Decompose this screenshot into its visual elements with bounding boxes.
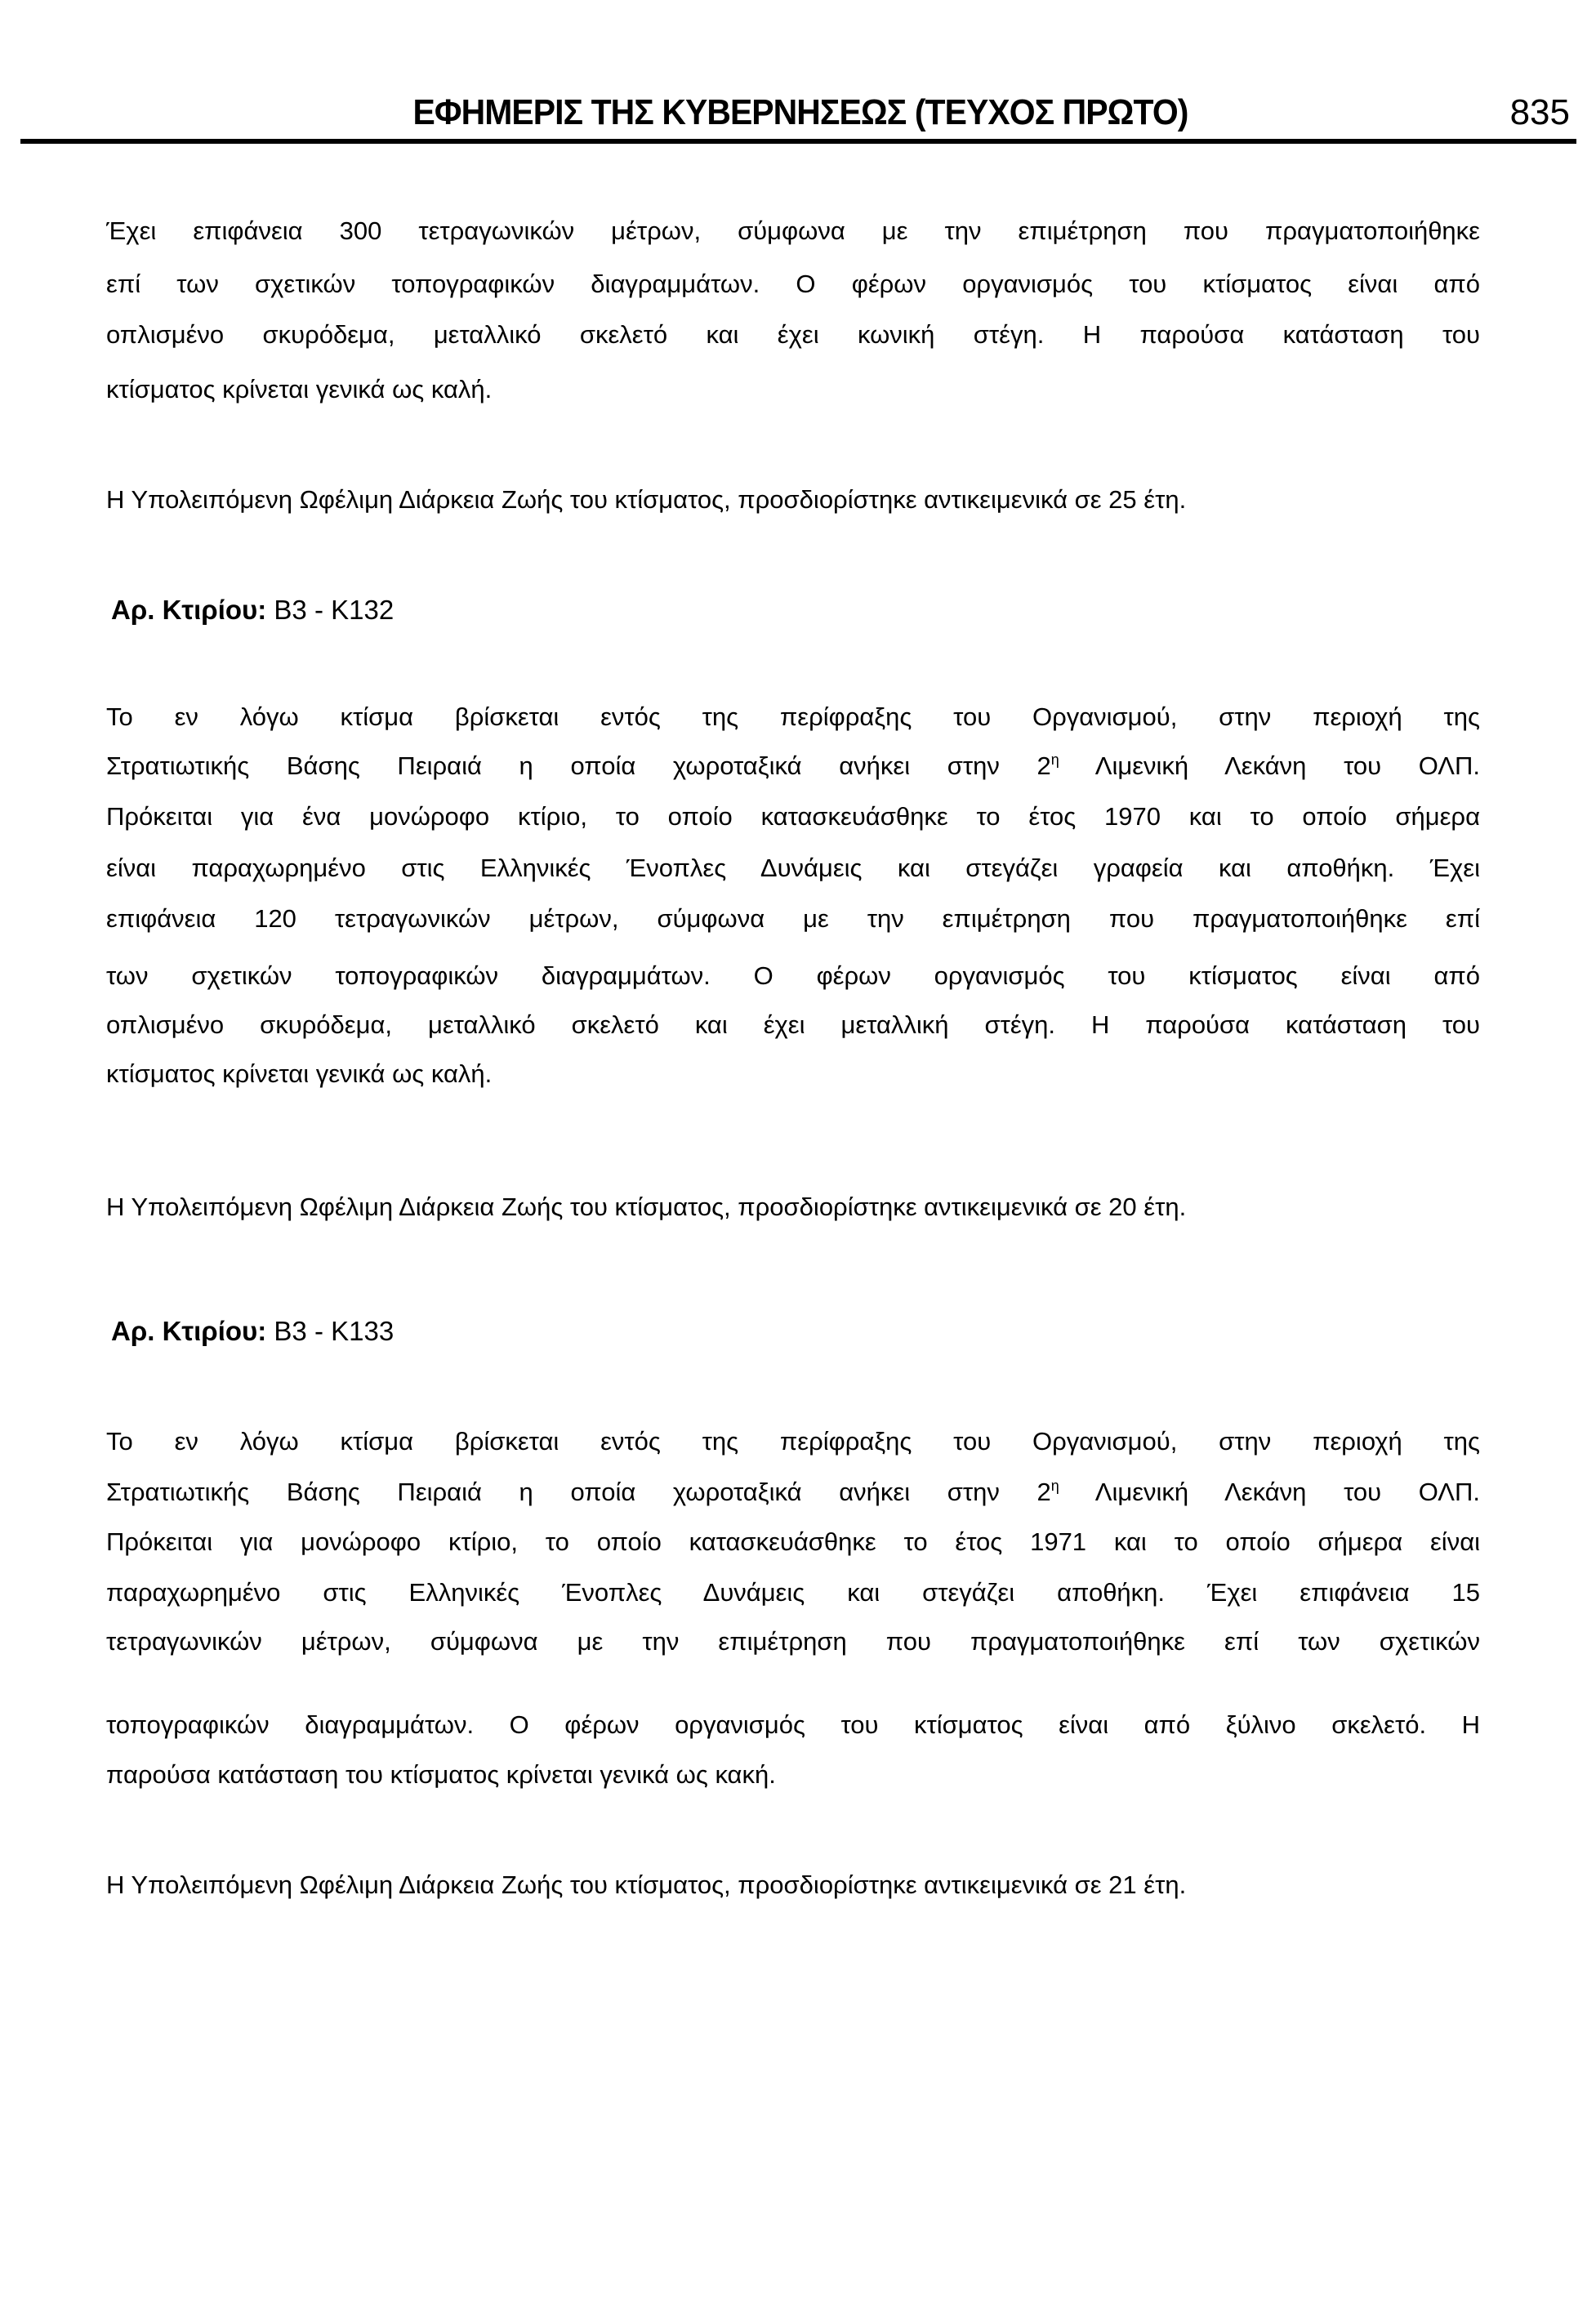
paragraph-line: Στρατιωτικής Βάσης Πειραιά η οποία χωροταξικά ανήκει στην $2^\eta$ Λιμενική Λεκάνη του ΟΛΠ.	[106, 1478, 1480, 1506]
building-id: B3 - K133	[274, 1316, 395, 1346]
paragraph-line: Έχει επιφάνεια 300 τετραγωνικών μέτρων, σύμφωνα με την επιμέτρηση που πραγματοποιήθηκε	[106, 216, 1480, 245]
paragraph-line: των σχετικών τοπογραφικών διαγραμμάτων. Ο φέρων οργανισμός του κτίσματος είναι από	[106, 961, 1480, 990]
page-number: 835	[1509, 92, 1570, 132]
paragraph-line: τετραγωνικών μέτρων, σύμφωνα με την επιμέτρηση που πραγματοποιήθηκε επί των σχετικών	[106, 1627, 1480, 1656]
remaining-life-statement: Η Υπολειπόμενη Ωφέλιμη Διάρκεια Ζωής του κτίσματος, προσδιορίστηκε αντικειμενικά σε 21 έτη.	[106, 1870, 1187, 1899]
paragraph-line: Πρόκειται για ένα μονώροφο κτίριο, το οποίο κατασκευάσθηκε το έτος 1970 και το οποίο σήμερα	[106, 802, 1480, 831]
paragraph-line: οπλισμένο σκυρόδεμα, μεταλλικό σκελετό και έχει μεταλλική στέγη. Η παρούσα κατάσταση του	[106, 1010, 1480, 1039]
paragraph-line: επί των σχετικών τοπογραφικών διαγραμμάτων. Ο φέρων οργανισμός του κτίσματος είναι από	[106, 270, 1480, 298]
ordinal-superscript: η	[1050, 751, 1059, 768]
ordinal-superscript: η	[1050, 1478, 1059, 1494]
running-title: ΕΦΗΜΕΡΙΣ ΤΗΣ ΚΥΒΕΡΝΗΣΕΩΣ (ΤΕΥΧΟΣ ΠΡΩΤΟ)	[412, 92, 1188, 132]
paragraph-line: Το εν λόγω κτίσμα βρίσκεται εντός της περίφραξης του Οργανισμού, στην περιοχή της	[106, 1427, 1480, 1456]
paragraph-line: Πρόκειται για μονώροφο κτίριο, το οποίο κατασκευάσθηκε το έτος 1971 και το οποίο σήμερα είναι	[106, 1527, 1480, 1556]
remaining-life-statement: Η Υπολειπόμενη Ωφέλιμη Διάρκεια Ζωής του κτίσματος, προσδιορίστηκε αντικειμενικά σε 25 έτη.	[106, 485, 1187, 514]
building-heading	[111, 593, 394, 627]
paragraph-line: κτίσματος κρίνεται γενικά ως καλή.	[106, 1059, 493, 1088]
paragraph-line: Το εν λόγω κτίσμα βρίσκεται εντός της περίφραξης του Οργανισμού, στην περιοχή της	[106, 702, 1480, 731]
remaining-life-statement: Η Υπολειπόμενη Ωφέλιμη Διάρκεια Ζωής του κτίσματος, προσδιορίστηκε αντικειμενικά σε 20 έτη.	[106, 1193, 1187, 1221]
paragraph-line: τοπογραφικών διαγραμμάτων. Ο φέρων οργανισμός του κτίσματος είναι από ξύλινο σκελετό. Η	[106, 1710, 1480, 1739]
paragraph-line: παραχωρημένο στις Ελληνικές Ένοπλες Δυνάμεις και στεγάζει αποθήκη. Έχει επιφάνεια 15	[106, 1578, 1480, 1607]
building-id: B3 - K132	[274, 595, 395, 625]
header-rule	[20, 139, 1576, 144]
paragraph-line: οπλισμένο σκυρόδεμα, μεταλλικό σκελετό και έχει κωνική στέγη. Η παρούσα κατάσταση του	[106, 320, 1480, 349]
paragraph-line: παρούσα κατάσταση του κτίσματος κρίνεται γενικά ως κακή.	[106, 1760, 776, 1789]
paragraph-line: επιφάνεια 120 τετραγωνικών μέτρων, σύμφωνα με την επιμέτρηση που πραγματοποιήθηκε επί	[106, 904, 1480, 933]
paragraph-line: είναι παραχωρημένο στις Ελληνικές Ένοπλες Δυνάμεις και στεγάζει γραφεία και αποθήκη. Έχει	[106, 854, 1480, 882]
paragraph-line: Στρατιωτικής Βάσης Πειραιά η οποία χωροταξικά ανήκει στην $2^\eta$ Λιμενική Λεκάνη του ΟΛΠ.	[106, 751, 1480, 780]
building-heading-label: Αρ. Κτιρίου:	[111, 1316, 267, 1346]
paragraph-line: κτίσματος κρίνεται γενικά ως καλή.	[106, 375, 493, 404]
building-heading	[111, 1314, 394, 1349]
building-heading-label: Αρ. Κτιρίου:	[111, 595, 267, 625]
